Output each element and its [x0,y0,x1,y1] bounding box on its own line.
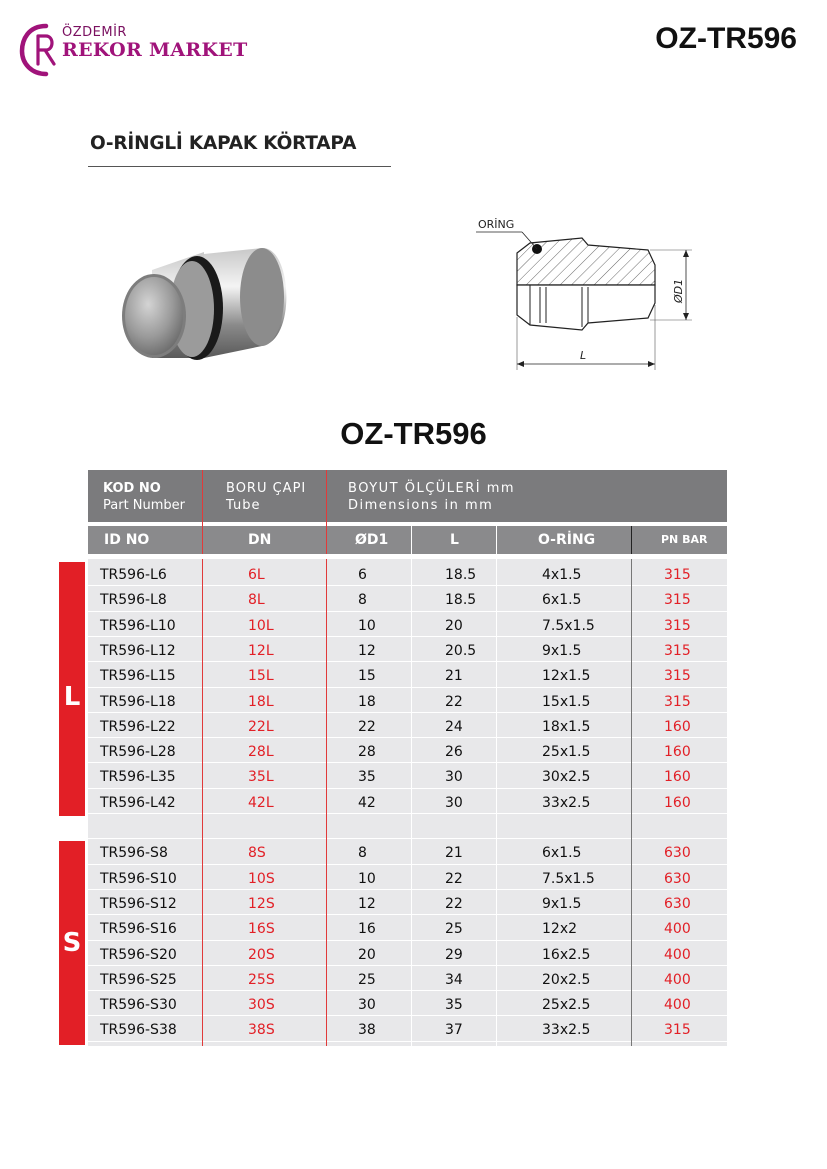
cell-dn: 22L [248,718,274,735]
cell-dn: 10L [248,617,274,634]
cell-oring: 33x2.5 [542,794,591,811]
cell-pn-bar: 160 [664,744,691,761]
cell-dn: 25S [248,971,275,988]
table-header-main [88,470,727,522]
cell-id-no: TR596-L8 [100,592,167,609]
product-photo [112,240,302,370]
group-label-l: L [59,562,85,816]
cell-oring: 12x2 [542,921,578,938]
cell-l: 20 [445,617,463,634]
cell-d1: 22 [358,718,376,735]
cell-l: 21 [445,668,463,685]
cell-id-no: TR596-S30 [100,997,177,1014]
product-code-title: OZ-TR596 [340,416,487,451]
col-oring: O-RİNG [538,532,596,548]
cell-oring: 9x1.5 [542,895,582,912]
cell-pn-bar: 400 [664,997,691,1014]
cell-d1: 20 [358,946,376,963]
cell-id-no: TR596-L35 [100,769,176,786]
cell-l: 25 [445,921,463,938]
cell-dn: 8S [248,845,266,862]
header-separator [326,470,327,554]
cell-dn: 15L [248,668,274,685]
cell-id-no: TR596-S38 [100,1022,177,1039]
body-separator [631,559,632,1046]
header-kod-no [103,480,185,514]
cell-oring: 6x1.5 [542,592,582,609]
cell-pn-bar: 315 [664,642,691,659]
cell-id-no: TR596-L42 [100,794,176,811]
cell-l: 30 [445,794,463,811]
l-dimension-label: L [580,349,587,362]
cell-l: 24 [445,718,463,735]
header-boyut [348,480,515,514]
cell-oring: 4x1.5 [542,567,582,583]
cell-d1: 12 [358,895,376,912]
col-pn-bar: PN BAR [661,533,708,546]
logo-brand-text: REKOR MARKET [62,39,248,61]
cell-l: 29 [445,946,463,963]
cell-d1: 8 [358,592,367,609]
cell-dn: 16S [248,921,275,938]
cell-id-no: TR596-L28 [100,744,176,761]
cell-l: 22 [445,693,463,710]
cell-pn-bar: 630 [664,845,691,862]
body-separator [411,559,412,1046]
cell-l: 20.5 [445,642,477,659]
section-title: O-RİNGLİ KAPAK KÖRTAPA [90,133,357,154]
cell-d1: 35 [358,769,376,786]
cell-id-no: TR596-L12 [100,642,176,659]
cell-id-no: TR596-L6 [100,567,167,583]
cell-l: 22 [445,895,463,912]
cell-dn: 20S [248,946,275,963]
cell-pn-bar: 400 [664,946,691,963]
cell-l: 22 [445,870,463,887]
d1-dimension-label: ØD1 [672,278,685,303]
cell-dn: 12S [248,895,275,912]
cell-id-no: TR596-L18 [100,693,176,710]
cell-l: 35 [445,997,463,1014]
body-separator [202,559,203,1046]
cell-pn-bar: 400 [664,971,691,988]
cell-oring: 7.5x1.5 [542,870,595,887]
cell-dn: 28L [248,744,274,761]
cell-oring: 7.5x1.5 [542,617,595,634]
cell-oring: 25x2.5 [542,997,591,1014]
cell-oring: 18x1.5 [542,718,591,735]
cell-id-no: TR596-S20 [100,946,177,963]
cell-dn: 6L [248,567,265,583]
cell-l: 18.5 [445,567,477,583]
cell-oring: 25x1.5 [542,744,591,761]
cell-dn: 8L [248,592,265,609]
cell-d1: 6 [358,567,367,583]
cell-d1: 25 [358,971,376,988]
cell-l: 21 [445,845,463,862]
cell-dn: 18L [248,693,274,710]
cell-id-no: TR596-S8 [100,845,168,862]
cell-pn-bar: 160 [664,769,691,786]
cell-l: 26 [445,744,463,761]
col-d1: ØD1 [355,532,389,548]
cell-id-no: TR596-S10 [100,870,177,887]
cell-oring: 20x2.5 [542,971,591,988]
cell-l: 37 [445,1022,463,1039]
cell-pn-bar: 630 [664,870,691,887]
cell-id-no: TR596-S25 [100,971,177,988]
header-separator [496,526,497,554]
header-dimensions-label: Dimensions in mm [348,498,494,513]
cell-oring: 33x2.5 [542,1022,591,1039]
header-separator [202,470,203,554]
header-boru-capi-label: BORU ÇAPI [226,481,307,496]
cell-pn-bar: 315 [664,617,691,634]
company-logo [18,22,258,82]
product-code-header: OZ-TR596 [655,22,797,55]
oring-callout-label: ORİNG [478,218,515,231]
cell-d1: 10 [358,870,376,887]
title-underline [88,166,391,167]
cell-dn: 12L [248,642,274,659]
body-separator [496,559,497,1046]
logo-mark-icon [18,22,68,78]
cell-d1: 42 [358,794,376,811]
cell-d1: 28 [358,744,376,761]
cell-oring: 15x1.5 [542,693,591,710]
cell-pn-bar: 160 [664,718,691,735]
header-kod-no-label: KOD NO [103,481,161,496]
cell-pn-bar: 315 [664,693,691,710]
logo-small-text: ÖZDEMİR [62,25,127,40]
cell-dn: 30S [248,997,275,1014]
cell-oring: 30x2.5 [542,769,591,786]
cell-d1: 10 [358,617,376,634]
cell-id-no: TR596-L15 [100,668,176,685]
col-dn: DN [248,532,272,548]
cell-l: 18.5 [445,592,477,609]
header-boru-capi [226,480,306,514]
cell-pn-bar: 400 [664,921,691,938]
cell-d1: 30 [358,997,376,1014]
technical-drawing [470,205,700,375]
cell-d1: 8 [358,845,367,862]
header-separator [631,526,632,554]
group-label-s: S [59,841,85,1045]
cell-oring: 12x1.5 [542,668,591,685]
cell-oring: 9x1.5 [542,642,582,659]
cell-pn-bar: 315 [664,1022,691,1039]
cell-id-no: TR596-L22 [100,718,176,735]
cell-l: 34 [445,971,463,988]
cell-id-no: TR596-S12 [100,895,177,912]
cell-pn-bar: 315 [664,567,691,583]
cell-pn-bar: 630 [664,895,691,912]
header-boyut-label: BOYUT ÖLÇÜLERİ mm [348,481,516,496]
cell-oring: 16x2.5 [542,946,591,963]
cell-dn: 35L [248,769,274,786]
col-l: L [450,532,459,548]
cell-id-no: TR596-L10 [100,617,176,634]
cell-id-no: TR596-S16 [100,921,177,938]
cell-pn-bar: 160 [664,794,691,811]
cell-dn: 42L [248,794,274,811]
cell-dn: 38S [248,1022,275,1039]
body-separator [326,559,327,1046]
cell-d1: 12 [358,642,376,659]
header-tube-label: Tube [226,498,261,513]
cell-l: 30 [445,769,463,786]
cell-pn-bar: 315 [664,668,691,685]
cell-oring: 6x1.5 [542,845,582,862]
col-id-no: ID NO [104,532,150,548]
cell-dn: 10S [248,870,275,887]
cell-d1: 38 [358,1022,376,1039]
cell-d1: 15 [358,668,376,685]
cell-d1: 18 [358,693,376,710]
cell-pn-bar: 315 [664,592,691,609]
header-separator [411,526,412,554]
cell-d1: 16 [358,921,376,938]
header-part-number-label: Part Number [103,498,186,513]
